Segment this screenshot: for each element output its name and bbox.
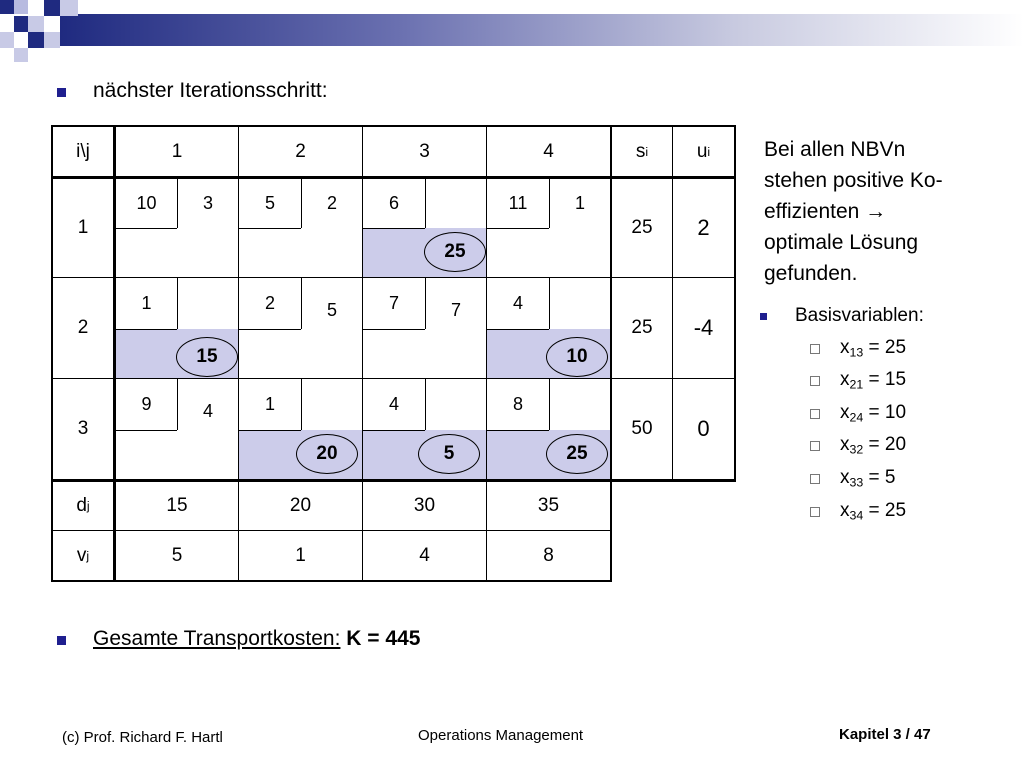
cost-cell: 8 <box>512 394 523 414</box>
footer-author: (c) Prof. Richard F. Hartl <box>62 729 223 746</box>
deco-square <box>14 0 28 14</box>
cost-cell: 4 <box>388 394 399 414</box>
hollow-square-icon <box>810 441 820 451</box>
deco-square <box>28 16 44 32</box>
bullet-square-icon <box>57 636 66 645</box>
row-label-3: 3 <box>77 418 89 439</box>
bullet-square-icon <box>760 313 767 320</box>
cost-cell: 11 <box>508 193 528 213</box>
col-header-1: 1 <box>171 140 183 162</box>
supply-header: s i <box>635 140 649 162</box>
demand-value: 35 <box>537 495 560 516</box>
hollow-square-icon <box>810 376 820 386</box>
hollow-square-icon <box>810 474 820 484</box>
v-value: 8 <box>543 544 554 566</box>
total-cost-line <box>93 627 420 651</box>
row-label-1: 1 <box>77 217 89 238</box>
basis-item: $x_{24} = 10$ <box>840 402 907 425</box>
basis-item: $x_{33} = 5$ <box>840 467 896 490</box>
allocation-oval: 10 <box>546 337 608 377</box>
deco-square <box>44 0 60 16</box>
reduced-cost: 1 <box>574 193 585 213</box>
v-header: v j <box>76 544 90 566</box>
v-value: 1 <box>295 544 306 566</box>
deco-square <box>14 16 28 32</box>
cost-cell: 9 <box>141 394 152 414</box>
deco-square <box>28 32 44 48</box>
supply-value-2: 25 <box>631 317 653 338</box>
u-value-3: 0 <box>697 416 710 441</box>
demand-value: 15 <box>166 495 188 516</box>
cost-cell: 5 <box>264 193 275 213</box>
col-header-4: 4 <box>543 140 554 162</box>
note-line: Bei allen NBVn <box>764 138 906 161</box>
reduced-cost: 4 <box>202 401 213 421</box>
supply-value-3: 50 <box>631 418 653 439</box>
u-value-2: -4 <box>693 315 714 340</box>
v-value: 5 <box>171 544 183 566</box>
deco-square <box>44 32 60 48</box>
cost-cell: 7 <box>388 293 399 313</box>
allocation-oval: 15 <box>176 337 238 377</box>
note-line: effizienten → <box>764 200 887 223</box>
step-heading: nächster Iterationsschritt: <box>93 79 328 102</box>
basis-title: Basisvariablen: <box>795 305 924 326</box>
deco-square <box>44 16 60 32</box>
note-line: optimale Lösung <box>764 231 919 254</box>
supply-value-1: 25 <box>631 217 653 238</box>
reduced-cost: 3 <box>202 193 213 213</box>
row-label-2: 2 <box>77 317 89 338</box>
deco-square <box>0 0 14 14</box>
hollow-square-icon <box>810 409 820 419</box>
demand-value: 20 <box>289 495 312 516</box>
header-gradient-bar <box>60 14 1024 46</box>
col-header-3: 3 <box>419 140 430 162</box>
hollow-square-icon <box>810 344 820 354</box>
optimality-note <box>764 134 943 289</box>
u-value-1: 2 <box>697 215 710 240</box>
cost-cell: 4 <box>512 293 523 313</box>
hollow-square-icon <box>810 507 820 517</box>
cost-cell: 2 <box>264 293 275 313</box>
deco-square <box>60 0 78 16</box>
reduced-cost: 5 <box>326 300 337 320</box>
u-header: u i <box>696 140 711 162</box>
v-value: 4 <box>419 544 430 566</box>
basis-item: $x_{21} = 15$ <box>840 369 907 392</box>
reduced-cost: 7 <box>450 300 461 320</box>
deco-square <box>0 32 14 48</box>
note-line: stehen positive Ko- <box>764 169 943 192</box>
reduced-cost: 2 <box>326 193 337 213</box>
demand-value: 30 <box>413 495 436 516</box>
total-cost-value: K = 445 <box>346 627 421 650</box>
basis-item: $x_{32} = 20$ <box>840 434 907 457</box>
cost-cell: 6 <box>388 193 399 213</box>
basis-item: $x_{13} = 25$ <box>840 337 907 360</box>
deco-square <box>14 48 28 62</box>
allocation-oval: 5 <box>418 434 480 474</box>
note-line: gefunden. <box>764 262 858 285</box>
footer-chapter: Kapitel 3 / 47 <box>839 726 931 743</box>
bullet-square-icon <box>57 88 66 97</box>
cost-cell: 10 <box>136 193 157 213</box>
allocation-oval: 20 <box>296 434 358 474</box>
cost-cell: 1 <box>264 394 275 414</box>
allocation-oval: 25 <box>424 232 486 272</box>
corner-header: i\j <box>76 140 90 162</box>
footer-course: Operations Management <box>418 727 584 744</box>
col-header-2: 2 <box>295 140 306 162</box>
total-cost-label: Gesamte Transportkosten: <box>93 627 341 650</box>
allocation-oval: 25 <box>546 434 608 474</box>
cost-cell: 1 <box>141 293 152 313</box>
basis-item: $x_{34} = 25$ <box>840 500 907 523</box>
demand-header: d j <box>76 495 90 516</box>
